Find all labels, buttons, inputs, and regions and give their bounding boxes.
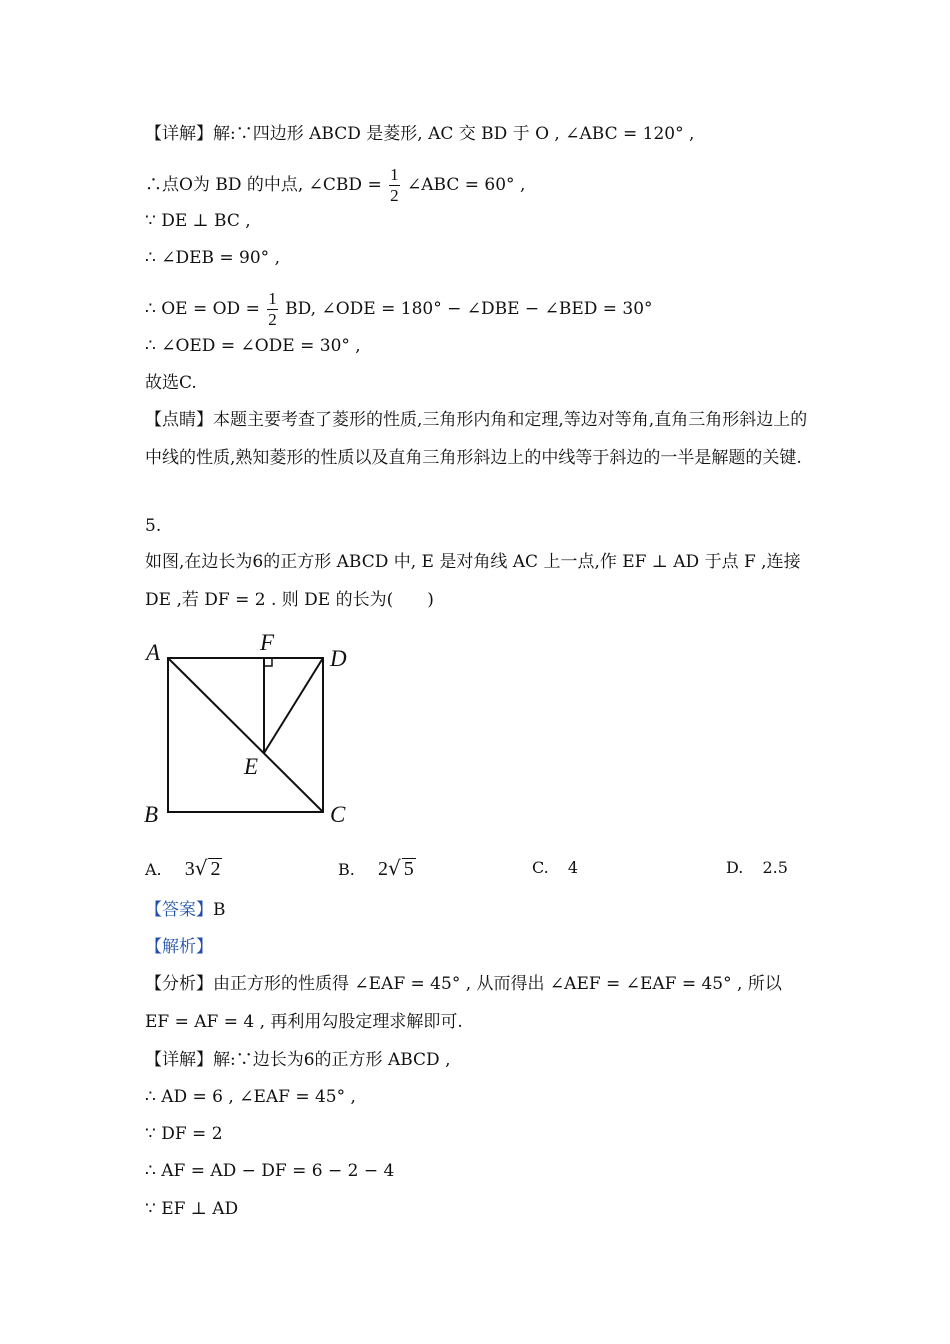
label-f: F (260, 630, 275, 655)
option-a (145, 856, 222, 882)
answer-detail-line-5: ∵ EF ⊥ AD (145, 1199, 239, 1219)
label-a: A (146, 640, 161, 665)
option-c (532, 856, 578, 880)
detail-line-5-post: BD, ∠ODE = 180° − ∠DBE − ∠BED = 30° (285, 299, 653, 319)
answer-line (145, 898, 226, 922)
option-a-value: 3√ 2 (184, 856, 221, 880)
label-b: B (144, 802, 159, 827)
detail-line-2-post: ∠ABC = 60° , (407, 175, 526, 195)
detail-line-2 (145, 165, 525, 206)
option-d (726, 856, 788, 880)
answer-detail-line-1: 【详解】解:∵边长为6的正方形 ABCD , (145, 1050, 451, 1070)
diagonal-ac (168, 658, 323, 812)
detail-line-3: ∵ DE ⊥ BC , (145, 211, 251, 231)
detail-line-5-pre: ∴ OE = OD = (145, 299, 260, 319)
answer-detail-line-3: ∵ DF = 2 (145, 1124, 223, 1144)
comment-line-1: 【点睛】本题主要考查了菱形的性质,三角形内角和定理,等边对等角,直角三角形斜边上的 (145, 410, 808, 430)
segment-de (264, 658, 323, 753)
answer-label: 【答案】 (145, 900, 213, 920)
square-figure (140, 628, 370, 833)
detail-line-5 (145, 289, 653, 330)
option-d-value: 2.5 (762, 858, 788, 877)
answer-detail-line-2: ∴ AD = 6 , ∠EAF = 45° , (145, 1087, 356, 1107)
option-d-letter: D. (726, 858, 744, 877)
analysis-line-2: EF = AF = 4 , 再利用勾股定理求解即可. (145, 1012, 463, 1032)
option-c-value: 4 (567, 858, 579, 877)
detail-line-6: ∴ ∠OED = ∠ODE = 30° , (145, 336, 361, 356)
comment-line-2: 中线的性质,熟知菱形的性质以及直角三角形斜边上的中线等于斜边的一半是解题的关键. (145, 448, 802, 468)
answer-value: B (213, 900, 226, 920)
detail-line-2-pre: ∴点O为 BD 的中点, ∠CBD = (145, 175, 382, 195)
option-b-letter: B. (338, 860, 355, 879)
choice-line: 故选C. (145, 373, 197, 393)
question-stem-line-1: 如图,在边长为6的正方形 ABCD 中, E 是对角线 AC 上一点,作 EF ⊥ AD 于点 F ,连接 (145, 552, 801, 572)
right-angle-mark (264, 658, 272, 666)
label-d: D (330, 646, 347, 671)
fraction-half: $\frac{1}{2}$ (390, 165, 399, 205)
option-a-letter: A. (145, 860, 162, 879)
question-number: 5. (145, 516, 162, 536)
analysis-label: 【解析】 (145, 937, 213, 957)
label-c: C (330, 802, 346, 827)
answer-detail-line-4: ∴ AF = AD − DF = 6 − 2 − 4 (145, 1161, 395, 1181)
option-c-letter: C. (532, 858, 549, 877)
label-e: E (244, 754, 259, 779)
fraction-half-2: $\frac{1}{2}$ (268, 289, 277, 329)
detail-line-4: ∴ ∠DEB = 90° , (145, 248, 280, 268)
question-stem-line-2: DE ,若 DF = 2 . 则 DE 的长为( ) (145, 590, 434, 610)
analysis-line-1: 【分析】由正方形的性质得 ∠EAF = 45° , 从而得出 ∠AEF = ∠EAF = 45° , 所以 (145, 974, 782, 994)
detail-line-1: 【详解】解:∵四边形 ABCD 是菱形, AC 交 BD 于 O , ∠ABC = 120° , (145, 124, 695, 144)
option-b (338, 856, 416, 882)
option-b-value: 2√ 5 (377, 856, 414, 880)
